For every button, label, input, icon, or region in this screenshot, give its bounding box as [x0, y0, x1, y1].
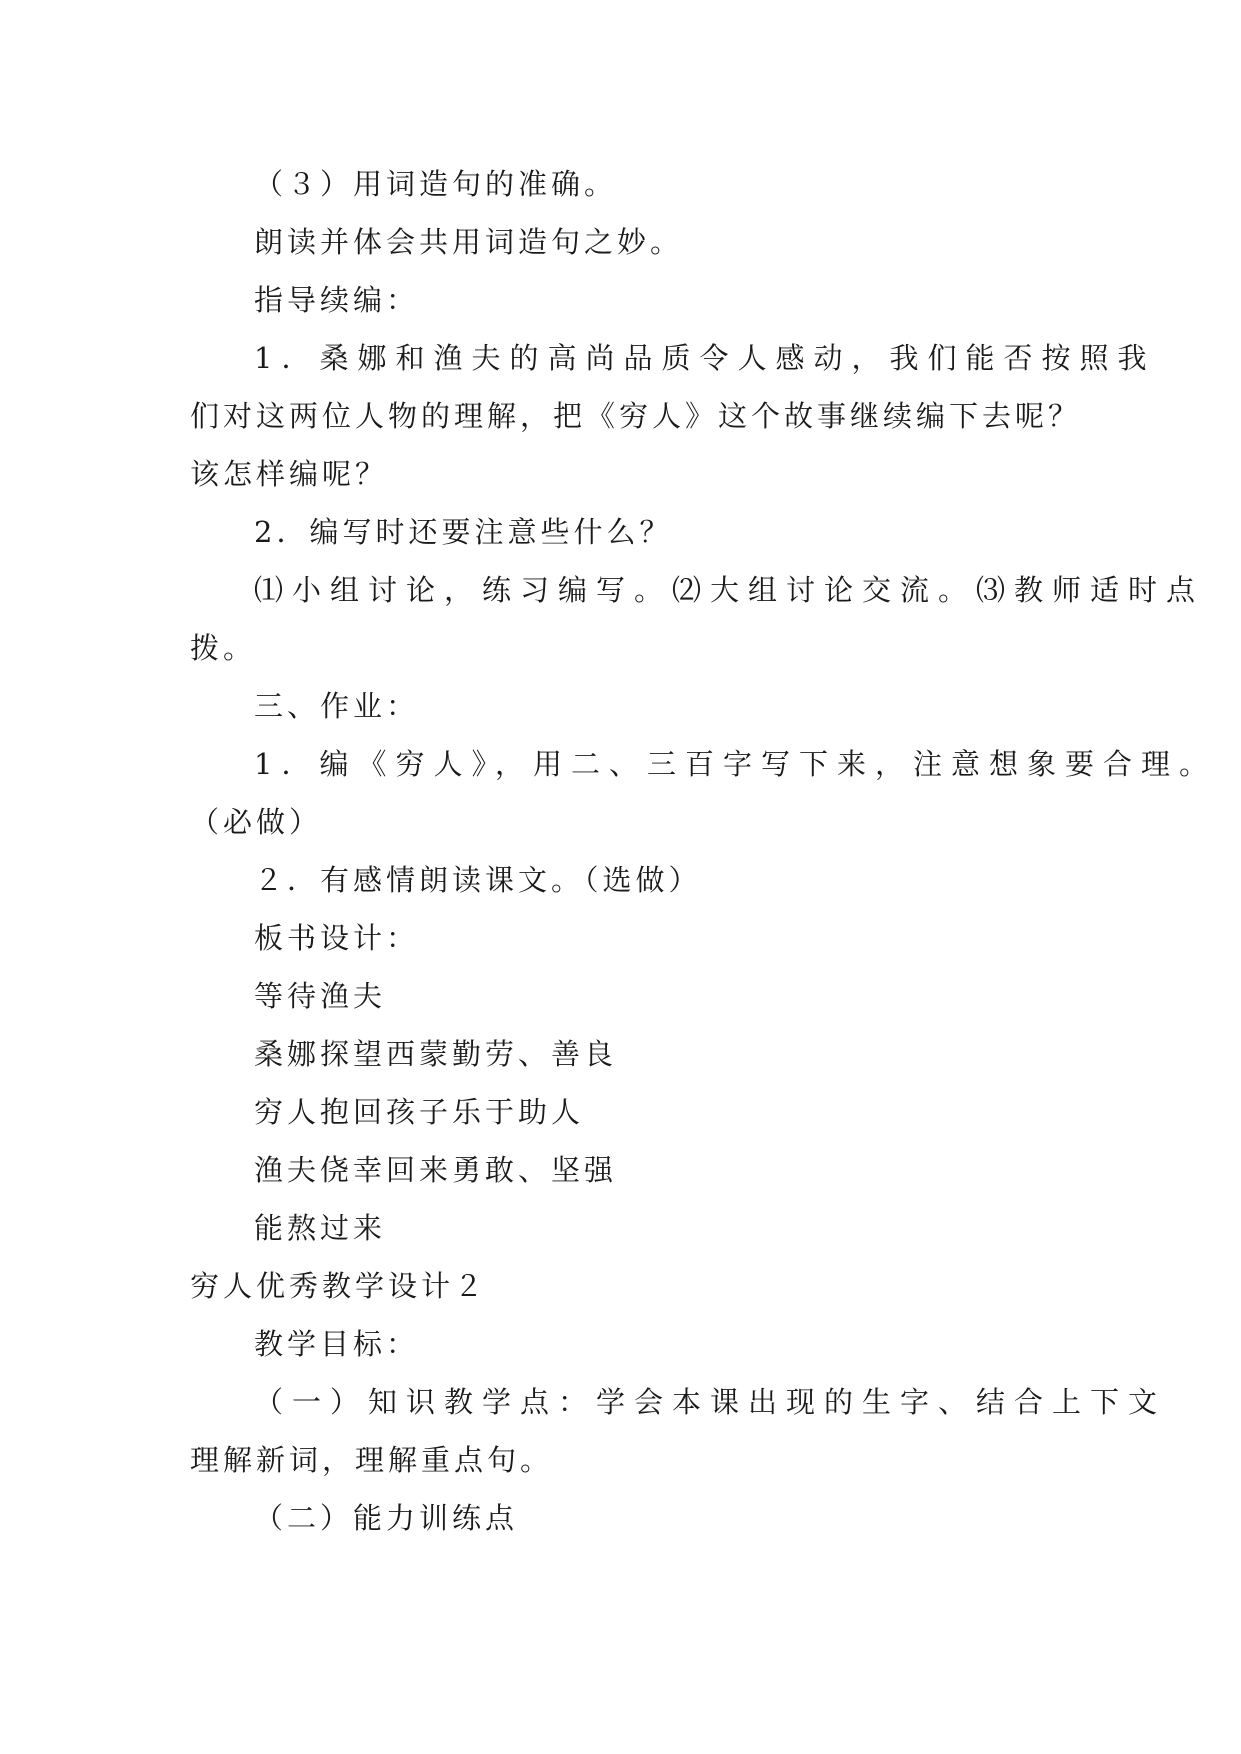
text-line: 该怎样编呢？ [190, 457, 389, 491]
text-line: 1．编《穷人》，用二、三百字写下来，注意想象要合理。 [254, 747, 1217, 781]
text-line: 指导续编： [254, 283, 420, 317]
text-line: （二）能力训练点 [254, 1501, 519, 1535]
board-line: 穷人抱回孩子乐于助人 [254, 1095, 585, 1129]
text-line: 教学目标： [254, 1327, 420, 1361]
section-title: 穷人优秀教学设计２ [190, 1269, 488, 1303]
text-line: 拨。 [190, 631, 257, 665]
text-line: 板书设计： [254, 921, 420, 955]
text-line: 理解新词，理解重点句。 [190, 1443, 554, 1477]
text-line: （一）知识教学点：学会本课出现的生字、结合上下文 [254, 1385, 1167, 1419]
section-heading: 三、作业： [254, 689, 420, 723]
text-line: （必做） [190, 805, 323, 839]
text-line: ２．有感情朗读课文。（选做） [254, 863, 702, 897]
board-line: 桑娜探望西蒙勤劳、善良 [254, 1037, 618, 1071]
text-line: 1．桑娜和渔夫的高尚品质令人感动，我们能否按照我 [254, 341, 1156, 375]
text-line: 2．编写时还要注意些什么？ [254, 515, 673, 549]
text-line: ⑴小组讨论，练习编写。⑵大组讨论交流。⑶教师适时点 [254, 573, 1205, 607]
text-line: 们对这两位人物的理解，把《穷人》这个故事继续编下去呢？ [190, 399, 1082, 433]
text-line: （３）用词造句的准确。 [254, 167, 618, 201]
board-line: 等待渔夫 [254, 979, 387, 1013]
board-line: 能熬过来 [254, 1211, 387, 1245]
board-line: 渔夫侥幸回来勇敢、坚强 [254, 1153, 618, 1187]
text-line: 朗读并体会共用词造句之妙。 [254, 225, 684, 259]
